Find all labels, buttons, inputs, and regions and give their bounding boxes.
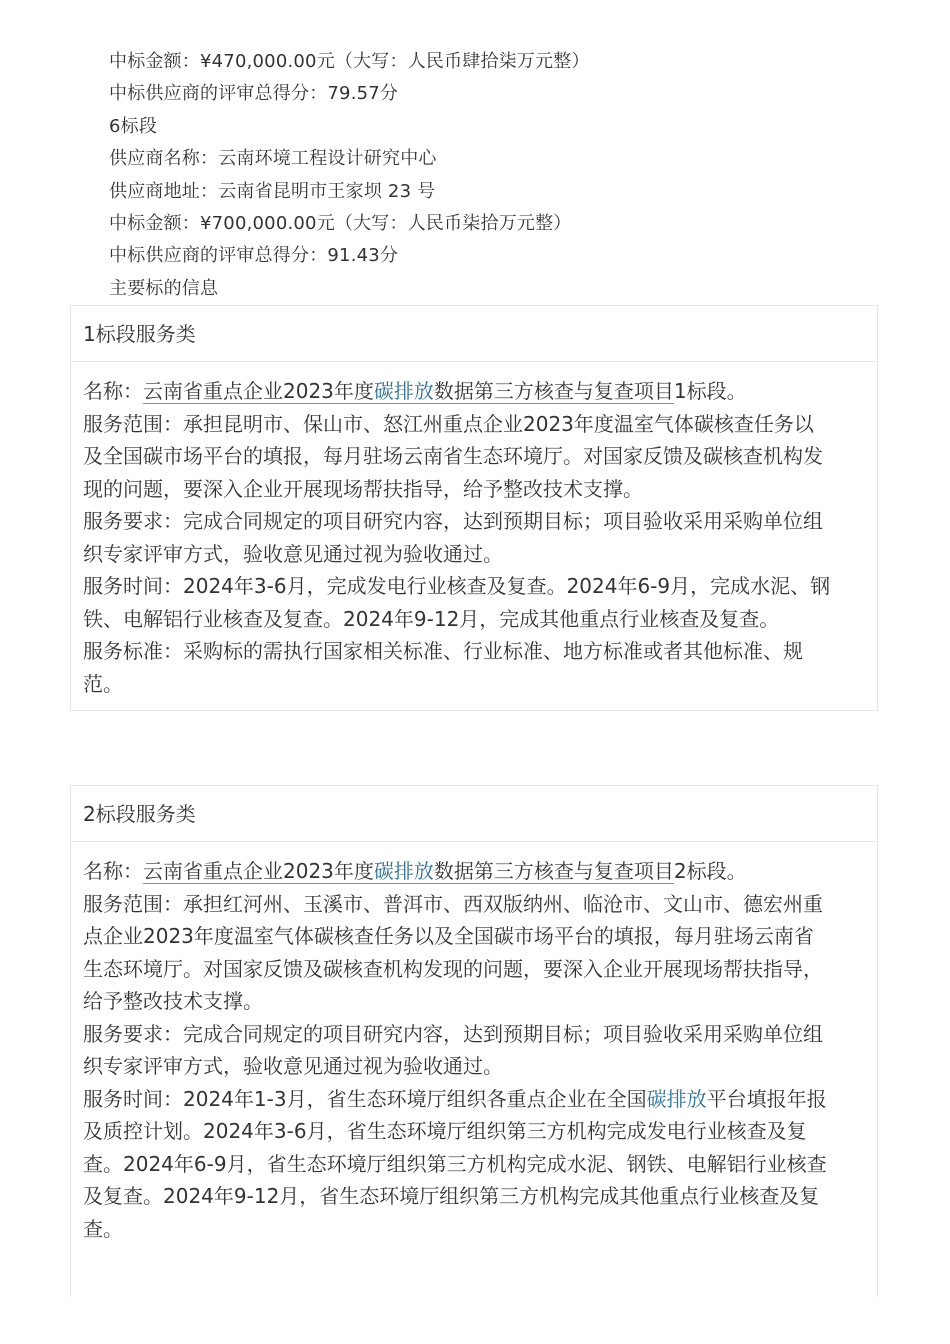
lot-1-card-title: 1标段服务类 bbox=[71, 306, 877, 362]
lot-1-service-scope bbox=[83, 408, 865, 506]
time-line: 查。2024年6-9月，省生态环境厅组织第三方机构完成水泥、钢铁、电解铝行业核查 bbox=[83, 1151, 827, 1176]
supplier-name-6: 供应商名称：云南环境工程设计研究中心 bbox=[109, 148, 437, 170]
standard-line: 范。 bbox=[83, 671, 123, 696]
standard-line: 服务标准：采购标的需执行国家相关标准、行业标准、地方标准或者其他标准、规 bbox=[83, 639, 803, 663]
carbon-emission-keyword-link[interactable]: 碳排放 bbox=[373, 859, 434, 883]
main-subject-info-heading: 主要标的信息 bbox=[109, 277, 219, 299]
lot-6-heading: 6标段 bbox=[109, 115, 158, 137]
time-line: 及复查。2024年9-12月，省生态环境厅组织第三方机构完成其他重点行业核查及复 bbox=[83, 1184, 820, 1208]
project-name-suffix: 数据第三方核查与复查项目 bbox=[433, 379, 674, 403]
carbon-emission-keyword-link[interactable]: 碳排放 bbox=[373, 379, 434, 403]
scope-line: 现的问题，要深入企业开展现场帮扶指导，给予整改技术支撑。 bbox=[83, 476, 643, 501]
award-score-6: 中标供应商的评审总得分：91.43分 bbox=[109, 245, 399, 267]
award-score-5: 中标供应商的评审总得分：79.57分 bbox=[109, 83, 399, 105]
scope-line: 点企业2023年度温室气体碳核查任务以及全国碳市场平台的填报，每月驻场云南省 bbox=[83, 924, 814, 948]
name-label: 名称： bbox=[83, 379, 143, 403]
name-label: 名称： bbox=[83, 859, 143, 883]
supplier-address-6: 供应商地址：云南省昆明市王家坝 23 号 bbox=[109, 180, 436, 202]
lot-label: 2标段。 bbox=[673, 859, 747, 883]
lot-1-service-requirements bbox=[83, 505, 865, 570]
time-line: 铁、电解铝行业核查及复查。2024年9-12月，完成其他重点行业核查及复查。 bbox=[83, 606, 780, 631]
scope-line: 给予整改技术支撑。 bbox=[83, 989, 263, 1013]
requirement-line: 服务要求：完成合同规定的项目研究内容，达到预期目标；项目验收采用采购单位组 bbox=[83, 1021, 823, 1046]
project-name-link[interactable] bbox=[143, 859, 674, 884]
lot-label: 1标段。 bbox=[673, 379, 747, 403]
time-line: 服务时间：2024年3-6月，完成发电行业核查及复查。2024年6-9月，完成水泥、钢 bbox=[83, 574, 831, 598]
time-line-prefix: 服务时间：2024年1-3月，省生态环境厅组织各重点企业在全国 bbox=[83, 1086, 647, 1111]
lot-2-card-body bbox=[71, 842, 877, 1245]
lot-1-card-body bbox=[71, 362, 877, 700]
project-name-prefix: 云南省重点企业2023年度 bbox=[143, 379, 374, 403]
project-name-link[interactable] bbox=[143, 379, 674, 404]
time-line: 查。 bbox=[83, 1216, 123, 1241]
time-line-suffix: 平台填报年报 bbox=[706, 1086, 827, 1111]
time-line: 及质控计划。2024年3-6月，省生态环境厅组织第三方机构完成发电行业核查及复 bbox=[83, 1119, 807, 1143]
lot-2-name bbox=[83, 855, 865, 888]
lot-1-name bbox=[83, 375, 865, 408]
award-amount-6: 中标金额：¥700,000.00元（大写：人民币柒拾万元整） bbox=[109, 212, 572, 234]
scope-line: 及全国碳市场平台的填报，每月驻场云南省生态环境厅。对国家反馈及碳核查机构发 bbox=[83, 444, 823, 468]
requirement-line: 织专家评审方式，验收意见通过视为验收通过。 bbox=[83, 541, 503, 566]
lot-2-service-requirements bbox=[83, 1018, 865, 1083]
scope-line: 服务范围：承担昆明市、保山市、怒江州重点企业2023年度温室气体碳核查任务以 bbox=[83, 411, 814, 436]
lot-2-card-title: 2标段服务类 bbox=[71, 786, 877, 842]
lot-2-service-time bbox=[83, 1083, 865, 1246]
requirement-line: 织专家评审方式，验收意见通过视为验收通过。 bbox=[83, 1054, 503, 1078]
lot-1-service-standards bbox=[83, 635, 865, 700]
lot-1-service-time bbox=[83, 570, 865, 635]
time-line bbox=[83, 1083, 865, 1116]
lot-2-service-card bbox=[70, 785, 878, 1297]
project-name-prefix: 云南省重点企业2023年度 bbox=[143, 859, 374, 883]
carbon-emission-keyword-link[interactable]: 碳排放 bbox=[646, 1086, 707, 1111]
project-name-suffix: 数据第三方核查与复查项目 bbox=[433, 859, 674, 883]
requirement-line: 服务要求：完成合同规定的项目研究内容，达到预期目标；项目验收采用采购单位组 bbox=[83, 509, 823, 533]
award-summary bbox=[109, 46, 590, 305]
scope-line: 服务范围：承担红河州、玉溪市、普洱市、西双版纳州、临沧市、文山市、德宏州重 bbox=[83, 891, 823, 916]
award-amount-5: 中标金额：¥470,000.00元（大写：人民币肆拾柒万元整） bbox=[109, 51, 590, 72]
lot-1-service-card bbox=[70, 305, 878, 711]
lot-2-service-scope bbox=[83, 888, 865, 1018]
scope-line: 生态环境厅。对国家反馈及碳核查机构发现的问题，要深入企业开展现场帮扶指导， bbox=[83, 956, 823, 981]
